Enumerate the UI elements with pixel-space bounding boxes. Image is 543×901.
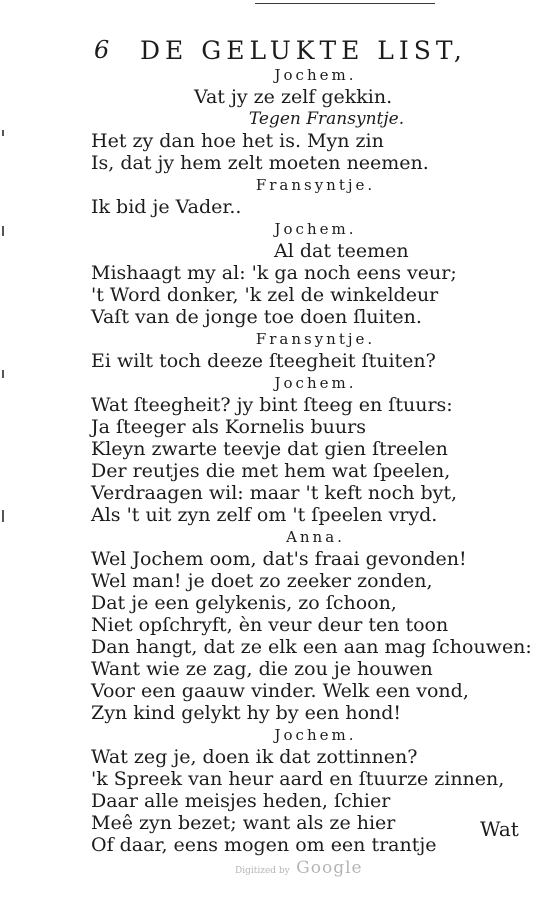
speaker-name: Jochem. (274, 374, 357, 392)
verse-line: Verdraagen wil: maar 't keft noch byt, (91, 482, 458, 504)
verse-line: Als 't uit zyn zelf om 't ſpeelen vryd. (91, 504, 438, 526)
verse-line: Vat jy ze zelf gekkin. (194, 86, 393, 108)
verse-line: Wat zeg je, doen ik dat zottinnen? (91, 746, 418, 768)
verse-line: Ei wilt toch deeze ſteegheit ſtuiten? (91, 350, 436, 372)
verse-line: Al dat teemen (274, 240, 409, 262)
digitization-watermark (235, 858, 363, 878)
verse-line: Zyn kind gelykt hy by een hond! (91, 702, 402, 724)
speaker-name: Jochem. (274, 66, 357, 84)
speaker-name: Jochem. (274, 220, 357, 238)
catchword: Wat (480, 817, 519, 841)
verse-line: Wel man! je doet zo zeeker zonden, (91, 570, 433, 592)
speaker-name: Fransyntje. (255, 330, 376, 348)
verse-line: Wel Jochem oom, dat's fraai gevonden! (91, 548, 467, 570)
page-header (0, 32, 543, 68)
verse-line: Daar alle meisjes heden, ſchier (91, 790, 391, 812)
verse-line: Mishaagt my al: 'k ga noch eens veur; (91, 262, 457, 284)
running-title: DE GELUKTE LIST, (140, 36, 467, 65)
poem-text (0, 64, 543, 856)
verse-line: Het zy dan hoe het is. Myn zin (91, 130, 384, 152)
verse-line: Kleyn zwarte teevje dat gien ſtreelen (91, 438, 448, 460)
speaker-name: Anna. (286, 528, 345, 546)
verse-line: Ja ſteeger als Kornelis buurs (91, 416, 366, 438)
verse-line: Ik bid je Vader.. (91, 196, 242, 218)
watermark-brand: Google (296, 858, 363, 878)
verse-line: Voor een gaauw vinder. Welk een vond, (91, 680, 469, 702)
verse-line: Dat je een gelykenis, zo ſchoon, (91, 592, 397, 614)
verse-line: 't Word donker, 'k zel de winkeldeur (91, 284, 439, 306)
verse-line: Wat ſteegheit? jy bint ſteeg en ſtuurs: (91, 394, 453, 416)
speaker-name: Fransyntje. (255, 176, 376, 194)
verse-line: Der reutjes die met hem wat ſpeelen, (91, 460, 451, 482)
speaker-name: Jochem. (274, 726, 357, 744)
verse-line: Want wie ze zag, die zou je houwen (91, 658, 433, 680)
page-number: 6 (94, 36, 110, 64)
verse-line: Is, dat jy hem zelt moeten neemen. (91, 152, 429, 174)
verse-line: 'k Spreek van heur aard en ſtuurze zinnen, (91, 768, 505, 790)
verse-line: Of daar, eens mogen om een trantje (91, 834, 437, 856)
stage-direction: Tegen Fransyntje. (248, 109, 405, 129)
top-rule (255, 3, 435, 4)
verse-line: Dan hangt, dat ze elk een aan mag ſchouwen: (91, 636, 532, 658)
verse-line: Vaſt van de jonge toe doen ſluiten. (91, 306, 422, 328)
verse-line: Meê zyn bezet; want als ze hier (91, 812, 396, 834)
verse-line: Niet opſchryft, èn veur deur ten toon (91, 614, 449, 636)
watermark-prefix: Digitized by (235, 866, 290, 876)
